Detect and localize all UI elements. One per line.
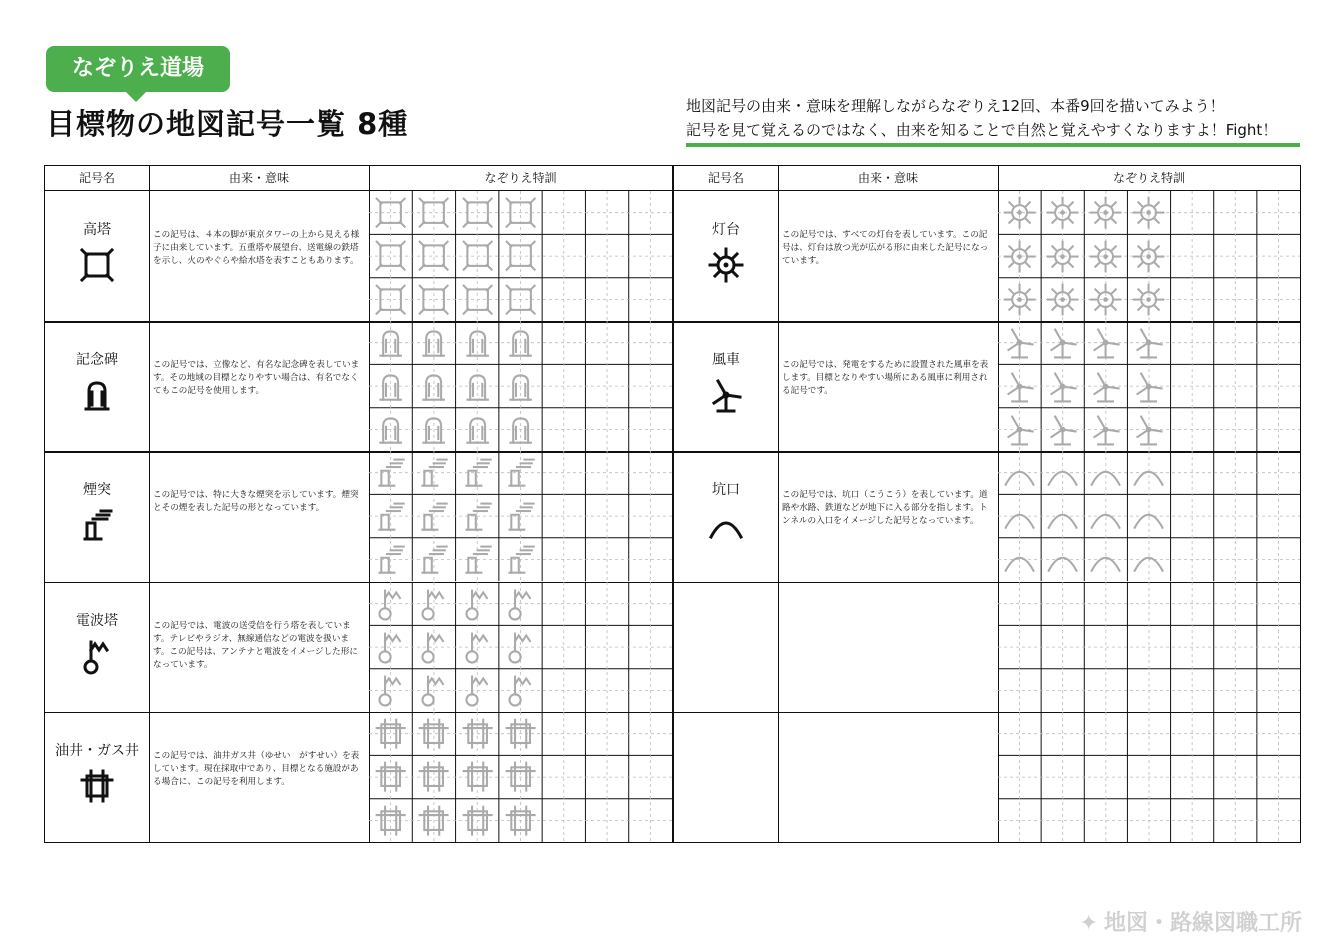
monument-trace-icon	[372, 368, 409, 405]
oil-gas-well-trace-icon	[459, 802, 496, 839]
left-header-name: 記号名	[45, 166, 149, 191]
intro-line-1: 地図記号の由来・意味を理解しながらなぞりえ12回、本番9回を描いてみよう！	[686, 97, 1225, 115]
monument-trace-icon	[502, 411, 539, 448]
lighthouse-trace-icon	[1087, 194, 1124, 231]
left-header-practice: なぞりえ特訓	[369, 166, 672, 191]
left-row-description: この記号は、４本の脚が東京タワーの上から見える様子に由来しています。五重塔や展望台、送電線の鉄塔を示し、火のやぐらや給水塔を表すこともあります。	[153, 230, 360, 266]
lighthouse-trace-icon	[1044, 194, 1081, 231]
windmill-icon	[706, 375, 746, 415]
chimney-trace-icon	[502, 541, 539, 578]
monument-trace-icon	[415, 324, 452, 361]
oil-gas-well-trace-icon	[372, 715, 409, 752]
windmill-trace-icon	[1001, 411, 1038, 448]
mine-entrance-trace-icon	[1001, 455, 1038, 492]
oil-gas-well-trace-icon	[502, 758, 539, 795]
lighthouse-trace-icon	[1130, 194, 1167, 231]
radio-tower-trace-icon	[459, 585, 496, 622]
left-row-description: この記号では、油井ガス井（ゆせい がすせい）を表しています。現在採取中であり、目標となる施設がある場合に、この記号を利用します。	[153, 750, 360, 787]
windmill-trace-icon	[1087, 411, 1124, 448]
windmill-trace-icon	[1087, 368, 1124, 405]
page-title: 目標物の地図記号一覧 8種	[46, 107, 409, 141]
radio-tower-trace-icon	[372, 671, 409, 708]
chimney-trace-icon	[459, 541, 496, 578]
radio-tower-trace-icon	[372, 628, 409, 665]
left-row-name: 電波塔	[76, 612, 118, 629]
mine-entrance-trace-icon	[1130, 498, 1167, 535]
header-badge: なぞりえ道場	[46, 46, 230, 92]
windmill-trace-icon	[1001, 368, 1038, 405]
intro-line-2: 記号を見て覚えるのではなく、由来を知ることで自然と覚えやすくなりますよ！Fight！	[686, 121, 1278, 139]
windmill-trace-icon	[1087, 324, 1124, 361]
monument-trace-icon	[415, 368, 452, 405]
intro-text	[686, 94, 1302, 142]
tower-trace-icon	[415, 237, 452, 274]
lighthouse-trace-icon	[1087, 281, 1124, 318]
chimney-trace-icon	[459, 454, 496, 491]
windmill-trace-icon	[1130, 368, 1167, 405]
right-header-practice: なぞりえ特訓	[998, 166, 1300, 191]
tower-trace-icon	[459, 281, 496, 318]
oil-gas-well-icon	[77, 766, 117, 806]
mine-entrance-trace-icon	[1130, 541, 1167, 578]
monument-trace-icon	[459, 368, 496, 405]
left-header-meaning: 由来・意味	[149, 166, 369, 191]
oil-gas-well-trace-icon	[372, 802, 409, 839]
monument-trace-icon	[502, 368, 539, 405]
windmill-trace-icon	[1044, 368, 1081, 405]
mine-entrance-trace-icon	[1087, 541, 1124, 578]
radio-tower-trace-icon	[502, 585, 539, 622]
lighthouse-icon	[706, 245, 746, 285]
lighthouse-trace-icon	[1130, 238, 1167, 275]
chimney-trace-icon	[459, 498, 496, 535]
left-row-name: 高塔	[83, 222, 111, 238]
right-row-description: この記号では、すべての灯台を表しています。この記号は、灯台は放つ光が広がる形に由来した記号になっています。	[782, 230, 989, 266]
right-practice-grid	[998, 582, 1300, 712]
lighthouse-trace-icon	[1044, 238, 1081, 275]
right-header-meaning: 由来・意味	[778, 166, 998, 191]
tower-trace-icon	[372, 194, 409, 231]
right-row-description: この記号では、発電をするために設置された風車を表します。目標となりやすい場所にある風車に利用される記号です。	[782, 360, 989, 397]
windmill-trace-icon	[1130, 324, 1167, 361]
mine-entrance-icon	[706, 505, 746, 545]
oil-gas-well-trace-icon	[459, 758, 496, 795]
oil-gas-well-trace-icon	[372, 758, 409, 795]
right-row-description: この記号では、坑口（こうこう）を表しています。道路や水路、鉄道などが地下に入る部分を指します。トンネルの入口をイメージした記号となっています。	[782, 490, 988, 527]
right-column-divider	[778, 166, 779, 842]
right-row-name: 風車	[712, 352, 740, 369]
left-row-description: この記号では、立像など、有名な記念碑を表しています。その地域の目標となりやすい場合は、有名でなくてもこの記号を使用します。	[153, 360, 360, 397]
left-table	[44, 165, 673, 843]
monument-trace-icon	[372, 411, 409, 448]
monument-trace-icon	[459, 411, 496, 448]
chimney-trace-icon	[415, 541, 452, 578]
mine-entrance-trace-icon	[1087, 498, 1124, 535]
chimney-trace-icon	[372, 454, 409, 491]
mine-entrance-trace-icon	[1044, 455, 1081, 492]
lighthouse-trace-icon	[1044, 281, 1081, 318]
radio-tower-trace-icon	[372, 585, 409, 622]
right-practice-grid	[998, 712, 1300, 842]
right-header-name: 記号名	[674, 166, 778, 191]
tower-trace-icon	[502, 237, 539, 274]
lighthouse-trace-icon	[1130, 281, 1167, 318]
chimney-trace-icon	[372, 498, 409, 535]
monument-icon	[77, 375, 117, 415]
mine-entrance-trace-icon	[1001, 541, 1038, 578]
tower-trace-icon	[459, 194, 496, 231]
lighthouse-trace-icon	[1001, 281, 1038, 318]
mine-entrance-trace-icon	[1130, 455, 1167, 492]
radio-tower-trace-icon	[415, 671, 452, 708]
tower-icon	[77, 245, 117, 285]
oil-gas-well-trace-icon	[502, 715, 539, 752]
tower-trace-icon	[372, 237, 409, 274]
left-row-description: この記号では、特に大きな煙突を示しています。煙突とその煙を表した記号の形となっています。	[153, 490, 359, 514]
tower-trace-icon	[502, 281, 539, 318]
brand-logo	[1080, 906, 1302, 937]
tower-trace-icon	[459, 237, 496, 274]
mine-entrance-trace-icon	[1044, 498, 1081, 535]
radio-tower-trace-icon	[415, 585, 452, 622]
intro-underline	[686, 143, 1300, 147]
left-column-divider	[149, 166, 150, 842]
mine-entrance-trace-icon	[1044, 541, 1081, 578]
lighthouse-trace-icon	[1001, 194, 1038, 231]
brand-text: 地図・路線図職工所	[1103, 911, 1302, 936]
monument-trace-icon	[502, 324, 539, 361]
left-row-name: 油井・ガス井	[55, 742, 139, 759]
oil-gas-well-trace-icon	[459, 715, 496, 752]
windmill-trace-icon	[1044, 324, 1081, 361]
oil-gas-well-trace-icon	[415, 802, 452, 839]
left-row-name: 煙突	[83, 482, 111, 499]
mine-entrance-trace-icon	[1001, 498, 1038, 535]
windmill-trace-icon	[1044, 411, 1081, 448]
right-table	[673, 165, 1301, 843]
lighthouse-trace-icon	[1087, 238, 1124, 275]
chimney-trace-icon	[502, 498, 539, 535]
radio-tower-icon	[77, 636, 117, 676]
chimney-trace-icon	[372, 541, 409, 578]
right-row-name: 坑口	[712, 482, 740, 499]
oil-gas-well-trace-icon	[415, 715, 452, 752]
chimney-trace-icon	[502, 454, 539, 491]
radio-tower-trace-icon	[502, 628, 539, 665]
monument-trace-icon	[415, 411, 452, 448]
tower-trace-icon	[415, 194, 452, 231]
tower-trace-icon	[502, 194, 539, 231]
windmill-trace-icon	[1001, 324, 1038, 361]
mine-entrance-trace-icon	[1087, 455, 1124, 492]
monument-trace-icon	[372, 324, 409, 361]
left-row-description: この記号では、電波の送受信を行う塔を表しています。テレビやラジオ、無線通信などの電波を扱います。この記号は、アンテナと電波をイメージした形になっています。	[153, 620, 358, 670]
tower-trace-icon	[415, 281, 452, 318]
radio-tower-trace-icon	[502, 671, 539, 708]
tower-trace-icon	[372, 281, 409, 318]
right-row-name: 灯台	[712, 222, 740, 238]
radio-tower-trace-icon	[415, 628, 452, 665]
left-row-name: 記念碑	[76, 352, 118, 369]
lighthouse-trace-icon	[1001, 238, 1038, 275]
oil-gas-well-trace-icon	[502, 802, 539, 839]
windmill-trace-icon	[1130, 411, 1167, 448]
chimney-icon	[77, 505, 117, 545]
chimney-trace-icon	[415, 454, 452, 491]
monument-trace-icon	[459, 324, 496, 361]
brand-mark-icon: ✦	[1079, 911, 1098, 936]
radio-tower-trace-icon	[459, 628, 496, 665]
chimney-trace-icon	[415, 498, 452, 535]
oil-gas-well-trace-icon	[415, 758, 452, 795]
radio-tower-trace-icon	[459, 671, 496, 708]
